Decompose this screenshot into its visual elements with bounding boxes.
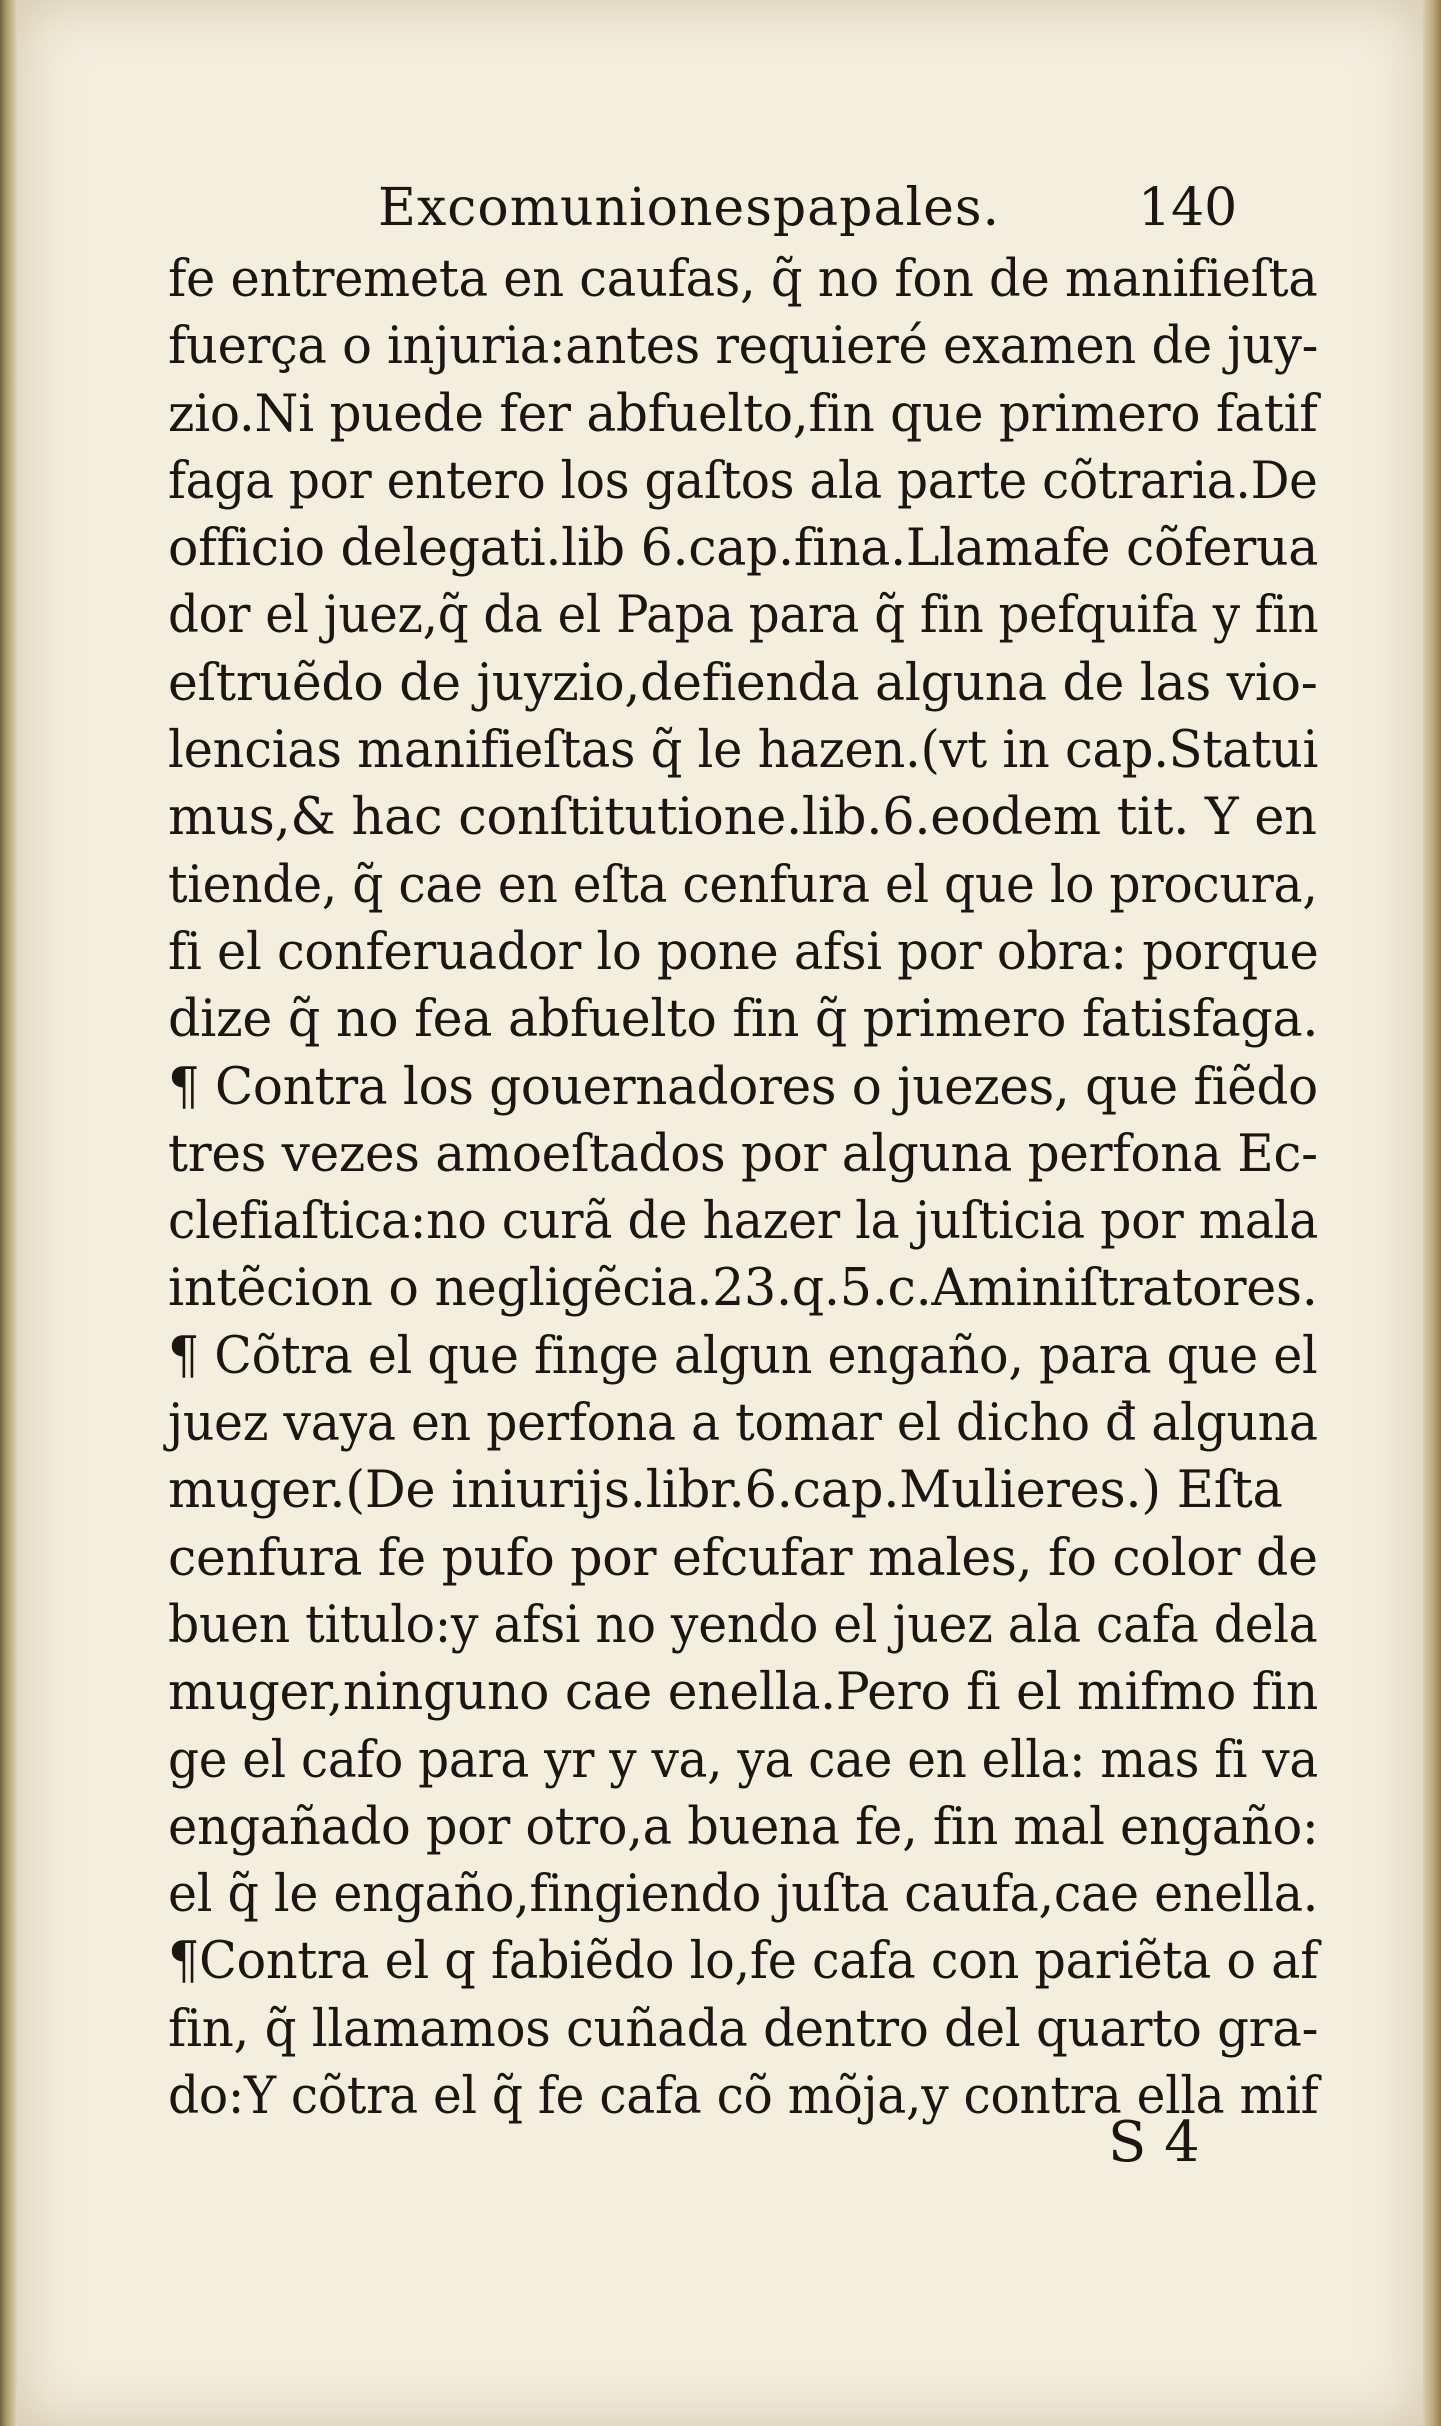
page-header xyxy=(378,178,1258,244)
text-line: zio.Ni puede fer abfuelto,fin que primero fatif xyxy=(168,384,1318,444)
text-line: officio delegati.lib 6.cap.fina.Llamafe cõferua xyxy=(168,519,1319,579)
text-line: el q̃ le engaño,fingiendo juſta caufa,cae enella. xyxy=(168,1865,1319,1925)
text-line: muger.(De iniurijs.libr.6.cap.Mulieres.) Eſta xyxy=(168,1461,1283,1521)
page-edge xyxy=(1423,0,1441,2426)
text-line: fuerça o injuria:antes requieré examen de juy- xyxy=(168,317,1319,377)
text-line: juez vaya en perfona a tomar el dicho đ alguna xyxy=(168,1394,1318,1454)
text-line: buen titulo:y afsi no yendo el juez ala cafa dela xyxy=(168,1595,1318,1655)
text-line: eſtruẽdo de juyzio,defienda alguna de las vio- xyxy=(168,653,1318,713)
text-line: ¶ Contra los gouernadores o juezes, que fiẽdo xyxy=(168,1057,1318,1117)
text-line: ¶ Cõtra el que finge algun engaño, para que el xyxy=(168,1326,1318,1386)
signature-mark: S 4 xyxy=(1108,2110,1200,2175)
running-head: Excomunionespapales. xyxy=(378,178,1001,238)
text-line: intẽcion o negligẽcia.23.q.5.c.Aminiſtratores. xyxy=(168,1259,1318,1319)
text-line: engañado por otro,a buena fe, fin mal engaño: xyxy=(168,1797,1319,1857)
text-line: dor el juez,q̃ da el Papa para q̃ fin pefquifa y fin xyxy=(168,586,1319,646)
text-line: fin, q̃ llamamos cuñada dentro del quarto gra- xyxy=(168,1999,1319,2059)
text-line: clefiaſtica:no curã de hazer la juſticia por mala xyxy=(168,1192,1319,1252)
text-line: dize q̃ no fea abfuelto fin q̃ primero fatisfaga. xyxy=(168,990,1319,1050)
text-line: cenfura fe pufo por efcufar males, fo color de xyxy=(168,1528,1318,1588)
text-line: ¶Contra el q fabiẽdo lo,fe cafa con pariẽta o af xyxy=(168,1932,1319,1992)
text-line: muger,ninguno cae enella.Pero fi el mifmo fin xyxy=(168,1663,1319,1723)
text-line: fe entremeta en caufas, q̃ no fon de manifieſta xyxy=(168,250,1318,309)
text-line: tiende, q̃ cae en eſta cenfura el que lo procura, xyxy=(168,855,1318,915)
text-line: ge el cafo para yr y va, ya cae en ella: mas fi va xyxy=(168,1730,1319,1790)
text-line: lencias manifieſtas q̃ le hazen.(vt in cap.Statui xyxy=(168,721,1319,781)
book-page xyxy=(18,0,1423,2426)
text-line: fi el conferuador lo pone afsi por obra: porque xyxy=(168,922,1319,982)
folio-number: 140 xyxy=(1138,178,1238,238)
text-line: tres vezes amoeſtados por alguna perfona Ec- xyxy=(168,1124,1318,1184)
text-line: mus,& hac conſtitutione.lib.6.eodem tit. Y en xyxy=(168,788,1317,848)
text-line: do:Y cõtra el q̃ fe cafa cõ mõja,y contra ella mif xyxy=(168,2067,1319,2127)
text-line: faga por entero los gaſtos ala parte cõtraria.De xyxy=(168,451,1318,511)
body-text xyxy=(168,246,1318,2130)
